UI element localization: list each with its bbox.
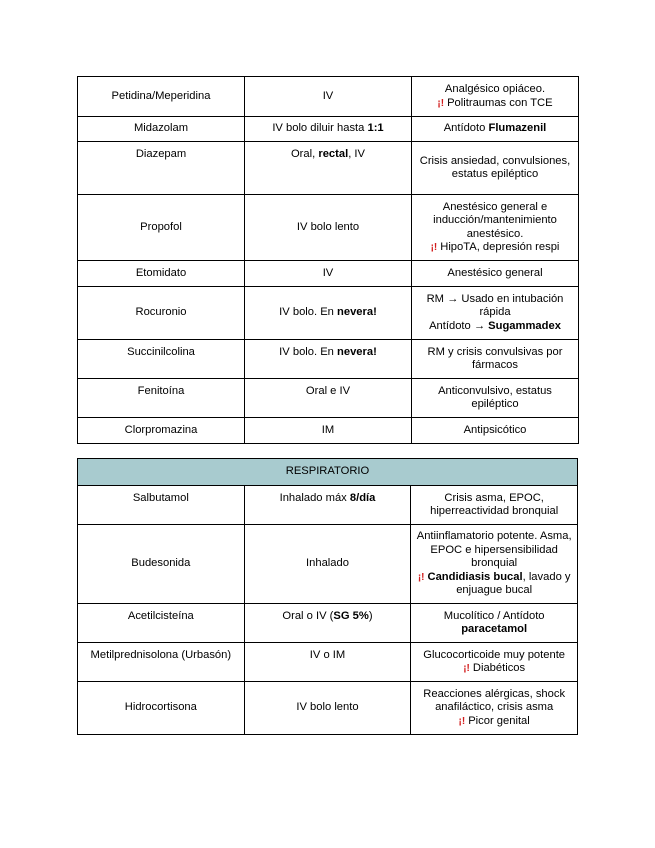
drug-name-cell [78, 142, 245, 195]
use-cell [412, 142, 579, 195]
drug-name: Petidina/Meperidina [111, 89, 211, 102]
drug-name: Succinilcolina [127, 346, 195, 358]
table-row [78, 117, 579, 142]
route-cell [244, 486, 411, 525]
use-cell [412, 261, 579, 287]
warning-text: Picor genital [468, 714, 530, 727]
route-cell [244, 525, 411, 604]
use-bold: Sugammadex [488, 319, 561, 332]
use-text: Anestésico general [447, 266, 543, 279]
use-cell [411, 604, 578, 643]
use-text: Reacciones alérgicas, shock anafiláctico, crisis asma [423, 687, 566, 714]
table-row [78, 682, 578, 735]
drug-name-cell [78, 604, 245, 643]
use-cell [412, 195, 579, 261]
use-text: Antiinflamatorio potente. Asma, EPOC e hipersensibilidad bronquial [416, 530, 572, 570]
table-row [78, 486, 578, 525]
table-row [78, 643, 578, 682]
route-cell [244, 604, 411, 643]
route-text: ) [368, 610, 373, 622]
use-text: Glucocorticoide muy potente [423, 648, 566, 661]
use-bold: Flumazenil [488, 122, 547, 135]
route-text: IV bolo. En [279, 346, 338, 358]
route-bold: rectal [318, 148, 349, 160]
drug-table-respiratorio [77, 458, 578, 735]
table-row [78, 340, 579, 379]
use-text: Antídoto → [429, 319, 489, 332]
route-cell [245, 418, 412, 444]
use-cell [412, 287, 579, 340]
route-cell [245, 142, 412, 195]
route-text: IV bolo diluir hasta [272, 122, 368, 135]
route-text: IV [322, 266, 334, 279]
drug-name-cell [78, 682, 245, 735]
warning-bold: Candidiasis bucal [427, 570, 523, 583]
table-row [78, 287, 579, 340]
warning-icon: ¡! [458, 715, 466, 727]
route-cell [245, 117, 412, 142]
route-cell [244, 643, 411, 682]
table-row [78, 261, 579, 287]
warning-text: HipoTA, depresión respi [440, 241, 560, 253]
drug-name: Metilprednisolona (Urbasón) [90, 649, 232, 661]
use-cell [411, 682, 578, 735]
route-text: , IV [348, 148, 365, 160]
use-cell [412, 379, 579, 418]
table-row [78, 418, 579, 444]
drug-name-cell [78, 340, 245, 379]
use-bold: paracetamol [461, 623, 528, 635]
route-bold: SG 5% [333, 610, 369, 622]
table-row [78, 77, 579, 117]
route-text: Oral o IV ( [282, 610, 334, 622]
route-text: Oral e IV [305, 385, 351, 397]
drug-name: Fenitoína [137, 385, 185, 397]
section-title: RESPIRATORIO [285, 465, 370, 478]
drug-name-cell [78, 261, 245, 287]
use-text: Crisis ansiedad, convulsiones, estatus epiléptico [419, 154, 571, 180]
use-text: Analgésico opiáceo. [444, 83, 546, 95]
warning-icon: ¡! [417, 571, 425, 583]
route-text: Inhalado máx [279, 492, 350, 504]
drug-name-cell [78, 525, 245, 604]
use-text: Crisis asma, EPOC, hiperreactividad bronquial [430, 491, 559, 517]
use-text: Antipsicótico [463, 423, 527, 436]
route-text: IV [322, 89, 334, 102]
route-bold: nevera! [337, 306, 377, 319]
drug-name: Budesonida [131, 557, 191, 570]
table-row [78, 604, 578, 643]
drug-name: Acetilcisteína [127, 610, 194, 622]
route-cell [245, 77, 412, 117]
use-text: Antídoto [443, 122, 489, 135]
drug-name-cell [78, 117, 245, 142]
route-text: IV bolo lento [296, 220, 360, 233]
drug-name-cell [78, 379, 245, 418]
route-bold: 8/día [349, 492, 376, 504]
drug-name-cell [78, 418, 245, 444]
route-text: IV o IM [309, 649, 346, 661]
drug-name: Clorpromazina [124, 423, 198, 436]
route-cell [245, 379, 412, 418]
route-cell [245, 261, 412, 287]
use-cell [411, 486, 578, 525]
use-cell [412, 418, 579, 444]
warning-icon: ¡! [430, 242, 438, 253]
route-text: IV bolo. En [279, 306, 338, 319]
route-bold: nevera! [337, 346, 377, 358]
route-text: IM [321, 423, 335, 436]
table-row [78, 142, 579, 195]
route-text: Inhalado [306, 557, 349, 570]
drug-name-cell [78, 287, 245, 340]
section-header-row [78, 459, 578, 486]
drug-name: Midazolam [133, 122, 189, 135]
table-row [78, 195, 579, 261]
use-cell [411, 643, 578, 682]
use-cell [412, 340, 579, 379]
drug-name-cell [78, 77, 245, 117]
use-cell [411, 525, 578, 604]
use-text: RM → Usado en intubación rápida [426, 292, 564, 319]
route-bold: 1:1 [367, 122, 384, 135]
route-cell [244, 682, 411, 735]
drug-name: Hidrocortisona [124, 701, 197, 714]
table-row [78, 379, 579, 418]
use-text: Mucolítico / Antídoto [443, 609, 545, 622]
warning-icon: ¡! [437, 97, 445, 109]
drug-table-1 [77, 76, 579, 444]
drug-name-cell [78, 643, 245, 682]
warning-text: , lavado y enjuague bucal [456, 570, 571, 597]
drug-name: Salbutamol [132, 492, 189, 504]
table-row [78, 525, 578, 604]
route-text: IV bolo lento [296, 701, 359, 714]
warning-icon: ¡! [463, 663, 470, 674]
drug-name: Etomidato [135, 266, 187, 279]
drug-name-cell [78, 486, 245, 525]
route-cell [245, 340, 412, 379]
drug-name: Diazepam [135, 148, 187, 160]
warning-text: Diabéticos [472, 662, 526, 674]
drug-name: Propofol [140, 220, 182, 233]
use-text: Anticonvulsivo, estatus epiléptico [438, 384, 552, 410]
drug-name-cell [78, 195, 245, 261]
use-text: Anestésico general e inducción/mantenimiento anestésico. [433, 200, 557, 240]
section-header [78, 459, 578, 486]
route-cell [245, 195, 412, 261]
route-text: Oral, [290, 148, 319, 160]
warning-text: Politraumas con TCE [447, 96, 553, 109]
route-cell [245, 287, 412, 340]
use-cell [412, 77, 579, 117]
use-text: RM y crisis convulsivas por fármacos [427, 345, 563, 371]
use-cell [412, 117, 579, 142]
drug-name: Rocuronio [135, 306, 187, 319]
